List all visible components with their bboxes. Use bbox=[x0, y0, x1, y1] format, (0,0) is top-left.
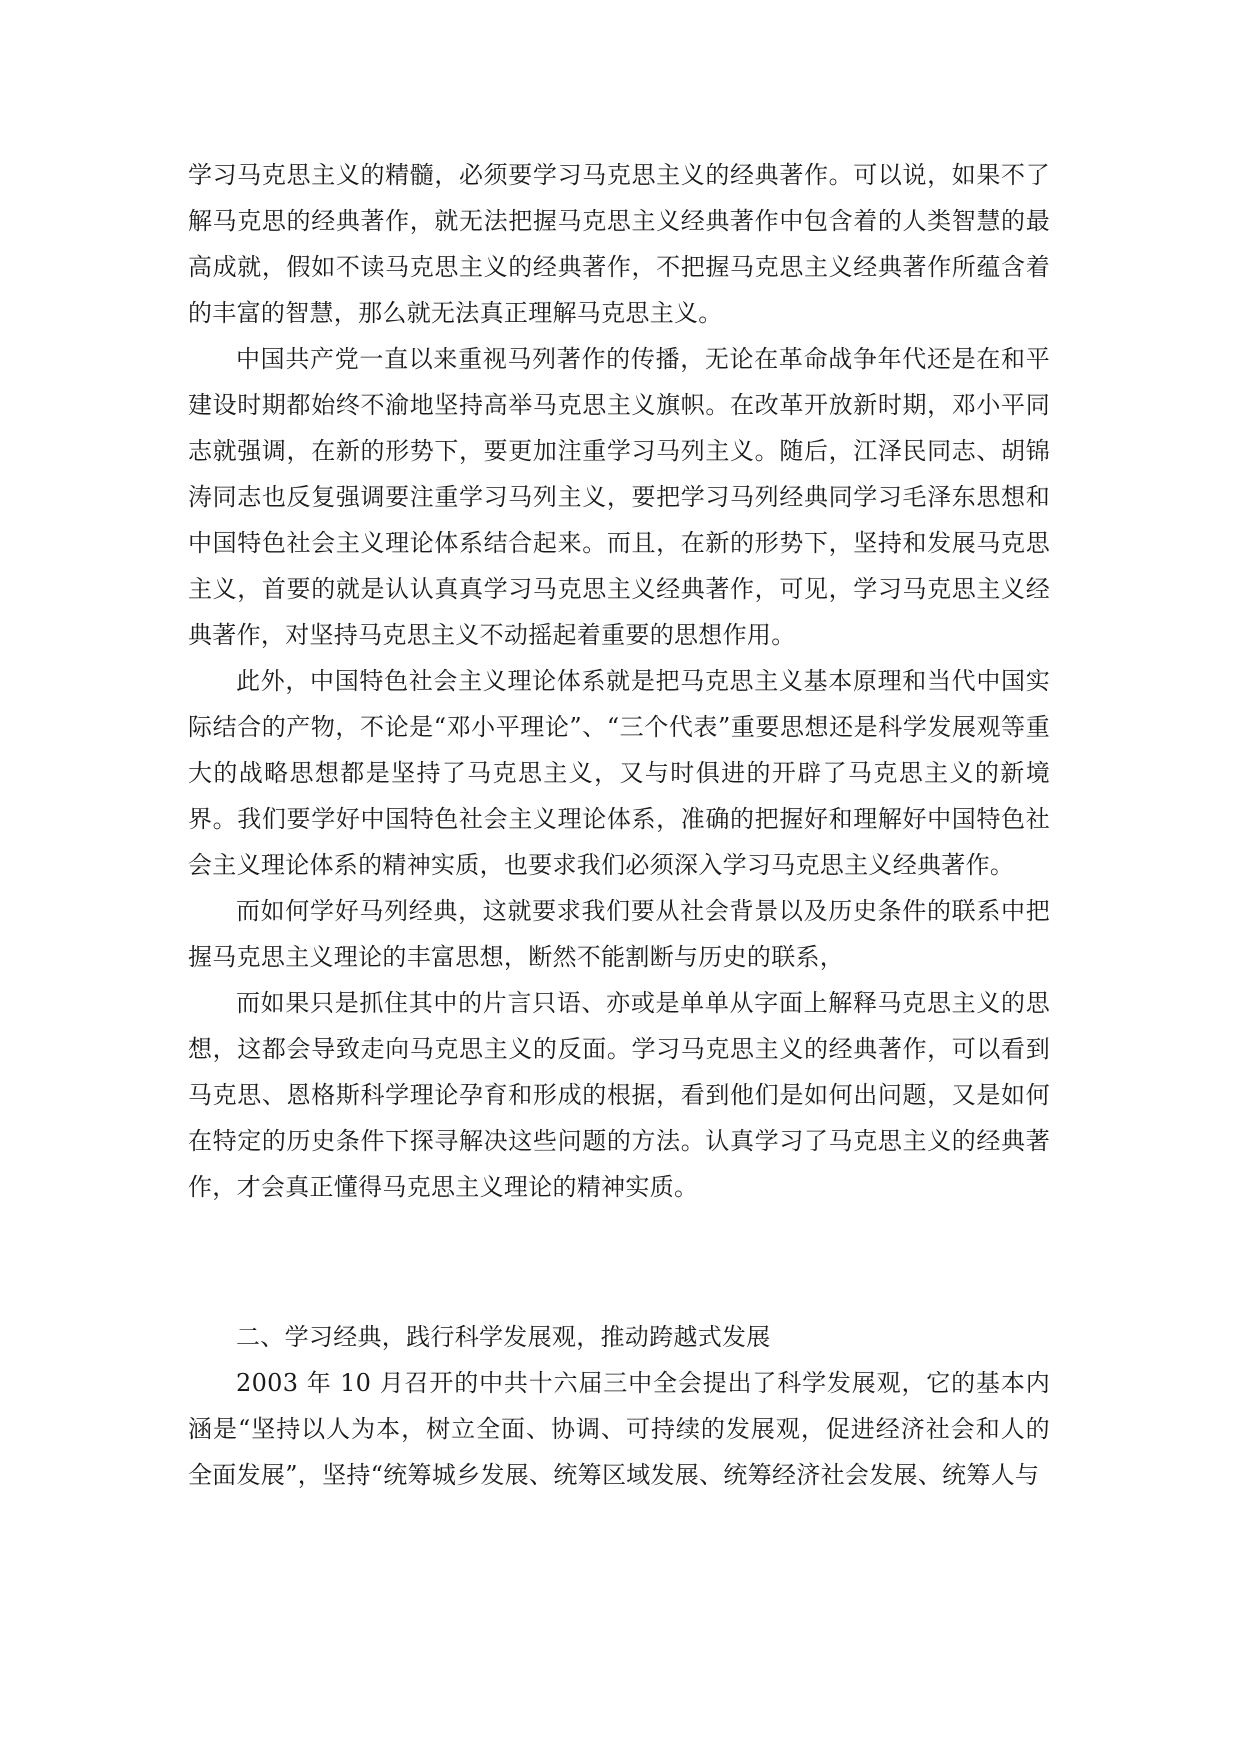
body-paragraph: 2003 年 10 月召开的中共十六届三中全会提出了科学发展观，它的基本内涵是“坚持以人为本，树立全面、协调、可持续的发展观，促进经济社会和人的全面发展”，坚持“统筹城乡发展、统筹区域发展、统筹经济社会发展、统筹人与 bbox=[188, 1369, 1050, 1489]
body-paragraph: 而如何学好马列经典，这就要求我们要从社会背景以及历史条件的联系中把握马克思主义理论的丰富思想，断然不能割断与历史的联系， bbox=[188, 897, 1050, 971]
section-spacer bbox=[188, 1210, 1050, 1314]
document-page bbox=[188, 152, 1050, 1498]
body-paragraph: 中国共产党一直以来重视马列著作的传播，无论在革命战争年代还是在和平建设时期都始终不渝地坚持高举马克思主义旗帜。在改革开放新时期，邓小平同志就强调，在新的形势下，要更加注重学习马列主义。随后，江泽民同志、胡锦涛同志也反复强调要注重学习马列主义，要把学习马列经典同学习毛泽东思想和中国特色社会主义理论体系结合起来。而且，在新的形势下，坚持和发展马克思主义，首要的就是认认真真学习马克思主义经典著作，可见，学习马克思主义经典著作，对坚持马克思主义不动摇起着重要的思想作用。 bbox=[188, 345, 1050, 649]
body-paragraph: 此外，中国特色社会主义理论体系就是把马克思主义基本原理和当代中国实际结合的产物，不论是“邓小平理论”、“三个代表”重要思想还是科学发展观等重大的战略思想都是坚持了马克思主义，又与时俱进的开辟了马克思主义的新境界。我们要学好中国特色社会主义理论体系，准确的把握好和理解好中国特色社会主义理论体系的精神实质，也要求我们必须深入学习马克思主义经典著作。 bbox=[188, 667, 1050, 879]
body-paragraph: 而如果只是抓住其中的片言只语、亦或是单单从字面上解释马克思主义的思想，这都会导致走向马克思主义的反面。学习马克思主义的经典著作，可以看到马克思、恩格斯科学理论孕育和形成的根据，看到他们是如何出问题，又是如何在特定的历史条件下探寻解决这些问题的方法。认真学习了马克思主义的经典著作，才会真正懂得马克思主义理论的精神实质。 bbox=[188, 989, 1050, 1201]
section-heading: 二、学习经典，践行科学发展观，推动跨越式发展 bbox=[236, 1323, 771, 1351]
body-paragraph: 学习马克思主义的精髓，必须要学习马克思主义的经典著作。可以说，如果不了解马克思的经典著作，就无法把握马克思主义经典著作中包含着的人类智慧的最高成就，假如不读马克思主义的经典著作，不把握马克思主义经典著作所蕴含着的丰富的智慧，那么就无法真正理解马克思主义。 bbox=[188, 161, 1050, 327]
